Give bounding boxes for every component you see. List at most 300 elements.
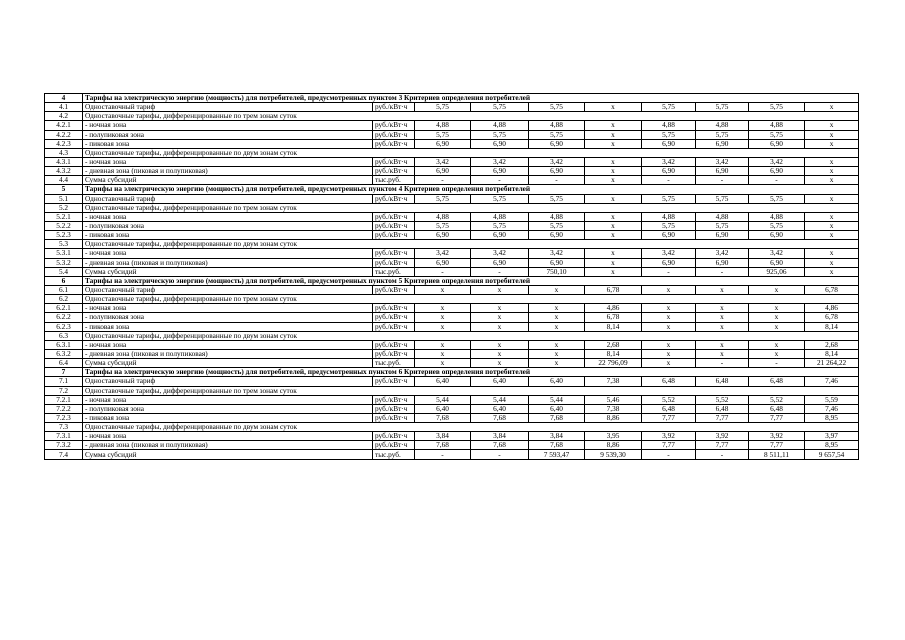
table-row [45,450,859,459]
value-cell: x [696,313,749,322]
value-cell: 7,68 [471,441,529,450]
row-name: - полупиковая зона [83,221,373,230]
row-number: 5.2 [45,203,83,212]
value-cell: 6,40 [471,377,529,386]
row-number: 5.2.2 [45,221,83,230]
value-cell: 5,75 [749,130,805,139]
value-cell: 5,75 [642,130,696,139]
row-name: - ночная зона [83,212,373,221]
value-cell: 7,46 [805,404,859,413]
row-unit: руб./кВт·ч [373,413,415,422]
value-cell: 6,90 [415,231,471,240]
subheader-title: Одноставочные тарифы, дифференцированные по двум зонам суток [83,331,859,340]
row-unit: руб./кВт·ч [373,441,415,450]
value-cell: 3,42 [642,157,696,166]
value-cell: x [415,304,471,313]
value-cell: - [471,267,529,276]
value-cell: x [585,176,642,185]
row-number: 6.2.3 [45,322,83,331]
value-cell: 8 511,11 [749,450,805,459]
table-row [45,285,859,294]
row-name: - ночная зона [83,432,373,441]
value-cell: x [585,157,642,166]
subheader-title: Одноставочные тарифы, дифференцированные по трем зонам суток [83,295,859,304]
value-cell: 3,42 [471,249,529,258]
subheader-row [45,331,859,340]
value-cell: 6,90 [749,258,805,267]
value-cell: 5,75 [415,103,471,112]
value-cell: 7,77 [642,441,696,450]
row-unit: тыс.руб. [373,450,415,459]
value-cell: 5,44 [529,395,585,404]
value-cell: 5,75 [749,194,805,203]
value-cell: x [585,167,642,176]
value-cell: x [585,221,642,230]
row-name: - ночная зона [83,395,373,404]
value-cell: 5,75 [471,194,529,203]
value-cell: 5,52 [642,395,696,404]
value-cell: x [749,349,805,358]
table-row [45,441,859,450]
tariff-table-body [45,94,859,460]
value-cell: 5,44 [415,395,471,404]
section-title: Тарифы на электрическую энергию (мощность) для потребителей, предусмотренных пунктом 3 Критериев определения потребителей [83,94,859,103]
row-number: 7 [45,368,83,377]
value-cell: 5,75 [749,221,805,230]
value-cell: x [529,313,585,322]
value-cell: 6,40 [529,377,585,386]
value-cell: 7,77 [749,441,805,450]
tariff-table [44,93,859,460]
value-cell: x [805,221,859,230]
value-cell: 6,90 [529,231,585,240]
value-cell: 6,48 [749,377,805,386]
value-cell: - [642,450,696,459]
value-cell: - [642,176,696,185]
table-row [45,413,859,422]
value-cell: x [805,231,859,240]
row-name: - ночная зона [83,121,373,130]
value-cell: 6,90 [696,231,749,240]
value-cell: 4,88 [749,212,805,221]
value-cell: 4,88 [642,212,696,221]
value-cell: x [585,249,642,258]
value-cell: 6,90 [642,139,696,148]
value-cell: 5,75 [415,221,471,230]
table-row [45,322,859,331]
table-row [45,267,859,276]
row-name: Сумма субсидий [83,267,373,276]
value-cell: 7,46 [805,377,859,386]
table-row [45,130,859,139]
value-cell: 5,75 [471,221,529,230]
value-cell: x [696,340,749,349]
subheader-row [45,112,859,121]
value-cell: 4,88 [471,212,529,221]
row-number: 7.2.1 [45,395,83,404]
value-cell: x [471,304,529,313]
table-row [45,359,859,368]
row-number: 5.2.1 [45,212,83,221]
row-unit: руб./кВт·ч [373,103,415,112]
value-cell: 5,75 [415,130,471,139]
value-cell: 5,75 [529,194,585,203]
row-name: Одноставочный тариф [83,377,373,386]
row-unit: руб./кВт·ч [373,121,415,130]
section-row [45,276,859,285]
row-unit: руб./кВт·ч [373,221,415,230]
value-cell: 3,42 [642,249,696,258]
row-number: 4.2.3 [45,139,83,148]
value-cell: 3,42 [415,157,471,166]
section-row [45,94,859,103]
value-cell: 3,42 [696,249,749,258]
row-number: 6.2.1 [45,304,83,313]
value-cell: - [529,176,585,185]
row-name: - пиковая зона [83,413,373,422]
value-cell: x [585,267,642,276]
value-cell: x [642,285,696,294]
value-cell: 750,10 [529,267,585,276]
row-number: 4.2.2 [45,130,83,139]
value-cell: x [471,313,529,322]
value-cell: 7,68 [415,413,471,422]
value-cell: x [696,285,749,294]
value-cell: 6,90 [529,167,585,176]
value-cell: x [585,103,642,112]
value-cell: 8,14 [585,349,642,358]
value-cell: - [415,267,471,276]
row-unit: руб./кВт·ч [373,349,415,358]
row-unit: руб./кВт·ч [373,139,415,148]
row-unit: руб./кВт·ч [373,285,415,294]
value-cell: x [696,349,749,358]
section-row [45,185,859,194]
value-cell: 7,77 [696,441,749,450]
value-cell: 7,68 [529,413,585,422]
table-row [45,212,859,221]
value-cell: 7,68 [415,441,471,450]
row-number: 6 [45,276,83,285]
value-cell: 7,68 [471,413,529,422]
value-cell: 5,75 [642,103,696,112]
row-number: 5.3 [45,240,83,249]
value-cell: 8,14 [585,322,642,331]
value-cell: 6,90 [415,258,471,267]
value-cell: 6,90 [749,139,805,148]
value-cell: 7,68 [529,441,585,450]
section-row [45,368,859,377]
row-name: - дневная зона (пиковая и полупиковая) [83,167,373,176]
table-row [45,249,859,258]
row-unit: руб./кВт·ч [373,212,415,221]
value-cell: x [415,313,471,322]
value-cell: 9 657,54 [805,450,859,459]
value-cell: 3,84 [415,432,471,441]
value-cell: x [415,349,471,358]
value-cell: 6,40 [529,404,585,413]
row-number: 6.1 [45,285,83,294]
value-cell: 3,42 [696,157,749,166]
value-cell: 4,88 [529,121,585,130]
value-cell: 6,40 [471,404,529,413]
value-cell: 4,88 [642,121,696,130]
value-cell: - [749,359,805,368]
value-cell: 3,97 [805,432,859,441]
value-cell: x [696,304,749,313]
value-cell: 5,44 [471,395,529,404]
row-number: 7.3.1 [45,432,83,441]
value-cell: x [805,139,859,148]
value-cell: - [642,267,696,276]
value-cell: 3,42 [749,249,805,258]
value-cell: 6,90 [415,167,471,176]
value-cell: x [805,249,859,258]
value-cell: 5,75 [749,103,805,112]
table-row [45,313,859,322]
value-cell: 3,42 [471,157,529,166]
value-cell: 6,90 [529,139,585,148]
value-cell: 5,75 [529,103,585,112]
value-cell: 4,86 [805,304,859,313]
value-cell: x [642,304,696,313]
value-cell: 7,77 [696,413,749,422]
row-number: 7.1 [45,377,83,386]
value-cell: x [642,322,696,331]
value-cell: - [696,359,749,368]
row-name: - дневная зона (пиковая и полупиковая) [83,349,373,358]
table-row [45,167,859,176]
row-number: 7.3 [45,423,83,432]
value-cell: x [471,285,529,294]
value-cell: x [529,359,585,368]
value-cell: - [415,176,471,185]
table-row [45,139,859,148]
value-cell: x [471,340,529,349]
row-name: - пиковая зона [83,139,373,148]
value-cell: x [415,322,471,331]
value-cell: x [471,359,529,368]
value-cell: x [805,167,859,176]
row-number: 7.3.2 [45,441,83,450]
subheader-title: Одноставочные тарифы, дифференцированные по трем зонам суток [83,112,859,121]
value-cell: 6,90 [471,139,529,148]
subheader-row [45,240,859,249]
row-unit: тыс.руб. [373,359,415,368]
value-cell: x [749,322,805,331]
value-cell: - [471,450,529,459]
row-number: 6.4 [45,359,83,368]
row-number: 4.3.1 [45,157,83,166]
row-name: - полупиковая зона [83,130,373,139]
value-cell: x [642,349,696,358]
value-cell: 5,75 [642,221,696,230]
value-cell: x [642,313,696,322]
value-cell: 3,84 [529,432,585,441]
value-cell: 6,40 [415,404,471,413]
value-cell: - [696,450,749,459]
value-cell: x [529,322,585,331]
value-cell: 6,90 [642,258,696,267]
value-cell: 5,52 [696,395,749,404]
value-cell: 6,90 [529,258,585,267]
table-row [45,304,859,313]
value-cell: 5,75 [642,194,696,203]
row-unit: руб./кВт·ч [373,231,415,240]
value-cell: x [805,121,859,130]
value-cell: x [642,359,696,368]
value-cell: x [585,231,642,240]
value-cell: x [805,212,859,221]
value-cell: 6,90 [696,167,749,176]
value-cell: 3,92 [749,432,805,441]
row-name: - ночная зона [83,304,373,313]
value-cell: 3,95 [585,432,642,441]
value-cell: - [415,450,471,459]
value-cell: 4,88 [529,212,585,221]
row-name: - пиковая зона [83,322,373,331]
value-cell: - [696,267,749,276]
value-cell: 8,95 [805,413,859,422]
value-cell: 5,75 [529,130,585,139]
table-row [45,377,859,386]
subheader-title: Одноставочные тарифы, дифференцированные по трем зонам суток [83,386,859,395]
row-number: 4.2.1 [45,121,83,130]
row-number: 5.3.1 [45,249,83,258]
row-number: 6.3.1 [45,340,83,349]
subheader-title: Одноставочные тарифы, дифференцированные по двум зонам суток [83,148,859,157]
value-cell: 6,90 [696,139,749,148]
subheader-row [45,203,859,212]
value-cell: 8,95 [805,441,859,450]
row-number: 5 [45,185,83,194]
value-cell: x [585,258,642,267]
value-cell: x [585,212,642,221]
value-cell: 7,38 [585,377,642,386]
subheader-row [45,423,859,432]
value-cell: x [529,349,585,358]
table-row [45,395,859,404]
row-unit: руб./кВт·ч [373,432,415,441]
row-number: 4.3 [45,148,83,157]
row-unit: руб./кВт·ч [373,404,415,413]
row-name: Одноставочный тариф [83,103,373,112]
row-number: 4 [45,94,83,103]
row-unit: руб./кВт·ч [373,377,415,386]
value-cell: 4,88 [415,212,471,221]
row-number: 6.3 [45,331,83,340]
row-unit: тыс.руб. [373,267,415,276]
row-number: 7.2.3 [45,413,83,422]
section-title: Тарифы на электрическую энергию (мощность) для потребителей, предусмотренных пунктом 6 Критериев определения потребителей [83,368,859,377]
row-number: 4.2 [45,112,83,121]
value-cell: 4,86 [585,304,642,313]
value-cell: x [585,121,642,130]
value-cell: - [471,176,529,185]
value-cell: 6,90 [471,258,529,267]
value-cell: 9 539,30 [585,450,642,459]
row-name: - дневная зона (пиковая и полупиковая) [83,258,373,267]
value-cell: 7,77 [749,413,805,422]
value-cell: 21 264,22 [805,359,859,368]
subheader-title: Одноставочные тарифы, дифференцированные по двум зонам суток [83,240,859,249]
value-cell: 4,88 [696,212,749,221]
value-cell: x [471,322,529,331]
value-cell: 5,75 [529,221,585,230]
table-row [45,221,859,230]
value-cell: 5,75 [696,221,749,230]
value-cell: 4,88 [749,121,805,130]
value-cell: 6,40 [415,377,471,386]
row-name: Сумма субсидий [83,176,373,185]
value-cell: 3,42 [529,157,585,166]
row-name: - полупиковая зона [83,404,373,413]
value-cell: x [805,176,859,185]
value-cell: 6,78 [585,285,642,294]
value-cell: 6,78 [805,313,859,322]
value-cell: 4,88 [471,121,529,130]
value-cell: x [805,103,859,112]
value-cell: x [471,349,529,358]
value-cell: 3,42 [415,249,471,258]
value-cell: 8,86 [585,441,642,450]
row-name: - ночная зона [83,340,373,349]
table-row [45,340,859,349]
table-row [45,258,859,267]
row-number: 6.3.2 [45,349,83,358]
value-cell: 6,78 [805,285,859,294]
row-unit: руб./кВт·ч [373,322,415,331]
value-cell: 6,90 [642,231,696,240]
value-cell: 5,52 [749,395,805,404]
value-cell: 5,46 [585,395,642,404]
row-name: - дневная зона (пиковая и полупиковая) [83,441,373,450]
value-cell: x [805,267,859,276]
value-cell: x [529,285,585,294]
table-row [45,231,859,240]
row-number: 5.1 [45,194,83,203]
value-cell: 4,88 [696,121,749,130]
subheader-row [45,295,859,304]
value-cell: x [696,322,749,331]
value-cell: x [805,194,859,203]
table-row [45,349,859,358]
value-cell: x [585,139,642,148]
value-cell: 3,92 [696,432,749,441]
row-name: - полупиковая зона [83,313,373,322]
row-name: - пиковая зона [83,231,373,240]
value-cell: - [749,176,805,185]
row-number: 6.2 [45,295,83,304]
value-cell: 5,75 [471,130,529,139]
value-cell: 6,78 [585,313,642,322]
value-cell: 2,68 [585,340,642,349]
value-cell: x [415,359,471,368]
value-cell: x [749,340,805,349]
value-cell: x [529,304,585,313]
value-cell: x [749,313,805,322]
row-name: Сумма субсидий [83,359,373,368]
value-cell: x [585,130,642,139]
value-cell: 6,90 [749,167,805,176]
value-cell: 6,48 [696,404,749,413]
value-cell: x [529,340,585,349]
value-cell: x [749,285,805,294]
section-title: Тарифы на электрическую энергию (мощность) для потребителей, предусмотренных пунктом 5 Критериев определения потребителей [83,276,859,285]
table-row [45,404,859,413]
row-unit: руб./кВт·ч [373,157,415,166]
value-cell: 8,14 [805,349,859,358]
